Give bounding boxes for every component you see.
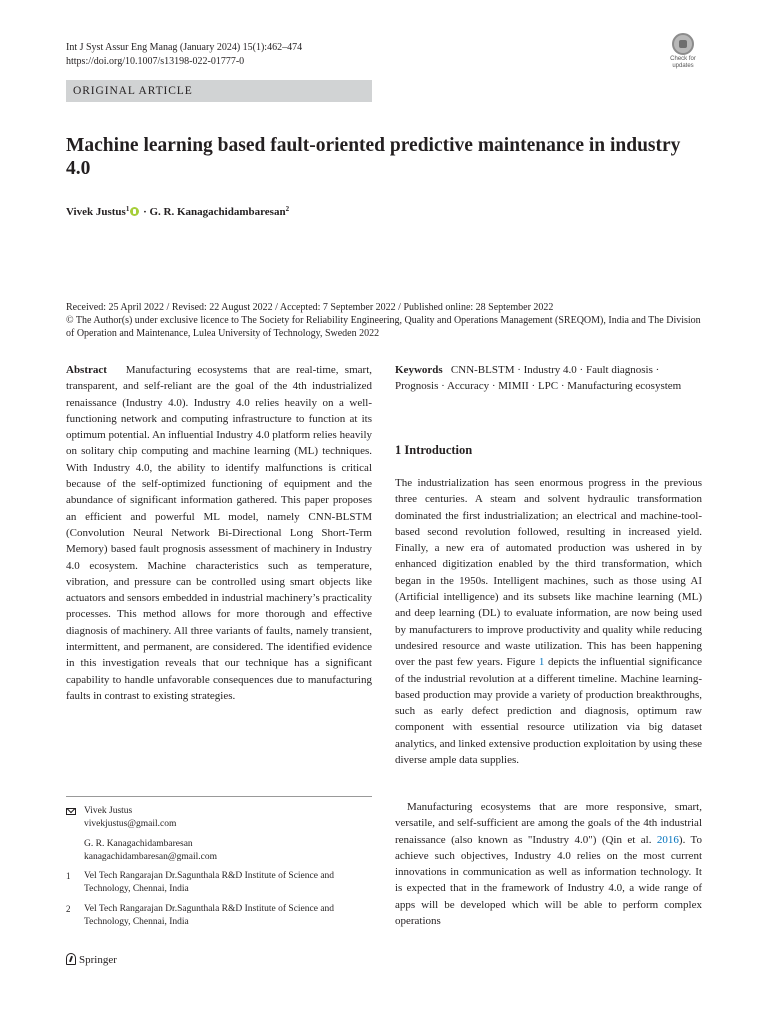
mail-icon [66,806,82,819]
section-heading: 1 Introduction [395,443,473,457]
copyright-notice: © The Author(s) under exclusive licence to The Society for Reliability Engineering, Quality and Operations Management (SREQOM), India and The Division of Operation and Maintenance, Lulea University of Technology, Sweden 2022 [66,315,701,339]
paragraph [395,475,702,768]
abstract-text: Manufacturing ecosystems that are real-time, smart, transparent, and self-reliant are the goal of the 4th industrialized renaissance (Industry 4.0). Industry 4.0 relies heavily on a well-functioning network and computing infrastructure to function at its optimum potential. An influential Industry 4.0 platform relies heavily on solitary chip computing and machine learning (ML) techniques. With Industry 4.0, the ability to identify malfunctions is critical because of the self-optimized functioning of equipment and the abundance of significant information gathered. This paper proposes an efficient and powerful ML model, namely CNN-BLSTM (Convolution Neural Network Bi-Directional Long Short-Term Memory) based fault prognosis assessment of machinery in Industry 4.0 ecosystem. Machine characteristics such as temperature, vibration, and pressure can be controlled using smart objects like actuators and sensors embedded in industrial machinery’s practicality processes. This method allows for more thorough and effective diagnosis of machinery. All three variants of faults, namely transient, intermittent, and permanent, are considered. The identified evidence in this investigation reveals that our technique has a significant capability to handle unfavorable consequences due to manufacturing faults in contrast to existing strategies. [66,364,372,702]
author-name[interactable]: G. R. Kanagachidambaresan [149,206,286,218]
contact-email[interactable]: kanagachidambaresan@gmail.com [84,852,217,862]
article-history [66,301,706,340]
affiliation [66,870,372,896]
keywords-label: Keywords [395,364,443,376]
affiliation-text: Vel Tech Rangarajan Dr.Sagunthala R&D Institute of Science and Technology, Chennai, India [84,904,335,927]
affiliation-text: Vel Tech Rangarajan Dr.Sagunthala R&D Institute of Science and Technology, Chennai, India [84,871,335,894]
keywords [395,362,702,395]
abstract-label: Abstract [66,364,107,376]
paragraph [395,799,702,929]
author-list [66,202,289,219]
author-name[interactable]: Vivek Justus [66,206,126,218]
coauthor-contact [66,838,372,864]
springer-logo-icon [66,953,76,965]
affiliation-marker[interactable]: 2 [285,205,290,213]
paragraph-text: Manufacturing ecosystems that are more responsive, smart, versatile, and self-sufficient are among the goals of the 4th industrial renaissance (also known as "Industry 4.0") (Qin et al. [395,801,702,846]
paragraph-text: ). To achieve such objectives, Industry 4.0 relies on the most current innovations in communication as well as information technology. It is expected that in the framework of Industry 4.0, a wide range of apps will be developed which will be able to perform complex operations [395,833,703,928]
paragraph-text: The industrialization has seen enormous progress in the previous three centuries. A steam and solvent hydraulic transformation dominated the first industrialization; an electrical and machine-tool-based second revolution followed, resulting in increased yield. Finally, a new era of automated production was ushered in by enhanced digitization enabled by the third transformation, which began in the 1950s. Intelligent machines, such as those using AI (Artificial intelligence) and its subsets like machine learning (ML) and deep learning (DL) to evaluate information, are now being used by manufacturers to improve productivity and quality while reducing undesired resource and waste utilization. This has been happening over the past few years. Figure [395,477,702,669]
paragraph-text: depicts the influential significance of the industrial revolution at a different timeline. Machine learning-based production may provide a variety of production breakthroughs, such as early defect prediction and diagnosis, optimum raw component with essential resource utilization via big dataset analytics, and linked extensive production exploitation by using these diverse ample data supplies. [395,656,702,767]
affiliation-number: 2 [66,904,71,914]
publisher-footer [66,953,117,967]
journal-reference: Int J Syst Assur Eng Manag (January 2024) 15(1):462–474 [66,42,303,53]
contact-email[interactable]: vivekjustus@gmail.com [84,819,177,829]
contact-name: G. R. Kanagachidambaresan [84,839,193,849]
affiliation-number: 1 [66,871,71,881]
check-for-updates-label: Check for updates [670,56,696,69]
contact-name: Vivek Justus [84,806,133,816]
figure-link[interactable]: 1 [538,656,545,669]
orcid-icon[interactable] [130,207,139,216]
publication-dates: Received: 25 April 2022 / Revised: 22 August 2022 / Accepted: 7 September 2022 / Published online: 28 September 2022 [66,302,554,313]
citation-link[interactable]: 2016 [656,833,679,846]
author-separator: · [140,206,150,218]
doi-link[interactable]: https://doi.org/10.1007/s13198-022-01777-0 [66,56,245,67]
affiliation-marker[interactable]: 1 [125,205,130,213]
check-for-updates-badge[interactable] [664,33,702,71]
corresponding-author [66,805,372,831]
article-type-banner: ORIGINAL ARTICLE [66,80,372,102]
abstract [66,362,372,704]
publisher-name: Springer [79,954,117,966]
affiliation [66,903,372,929]
keywords-text: CNN-BLSTM · Industry 4.0 · Fault diagnosis · Prognosis · Accuracy · MIMII · LPC · Manufacturing ecosystem [395,364,682,393]
article-title: Machine learning based fault-oriented predictive maintenance in industry 4.0 [66,135,681,179]
check-for-updates-icon [672,33,694,55]
footnote-divider [66,796,372,797]
